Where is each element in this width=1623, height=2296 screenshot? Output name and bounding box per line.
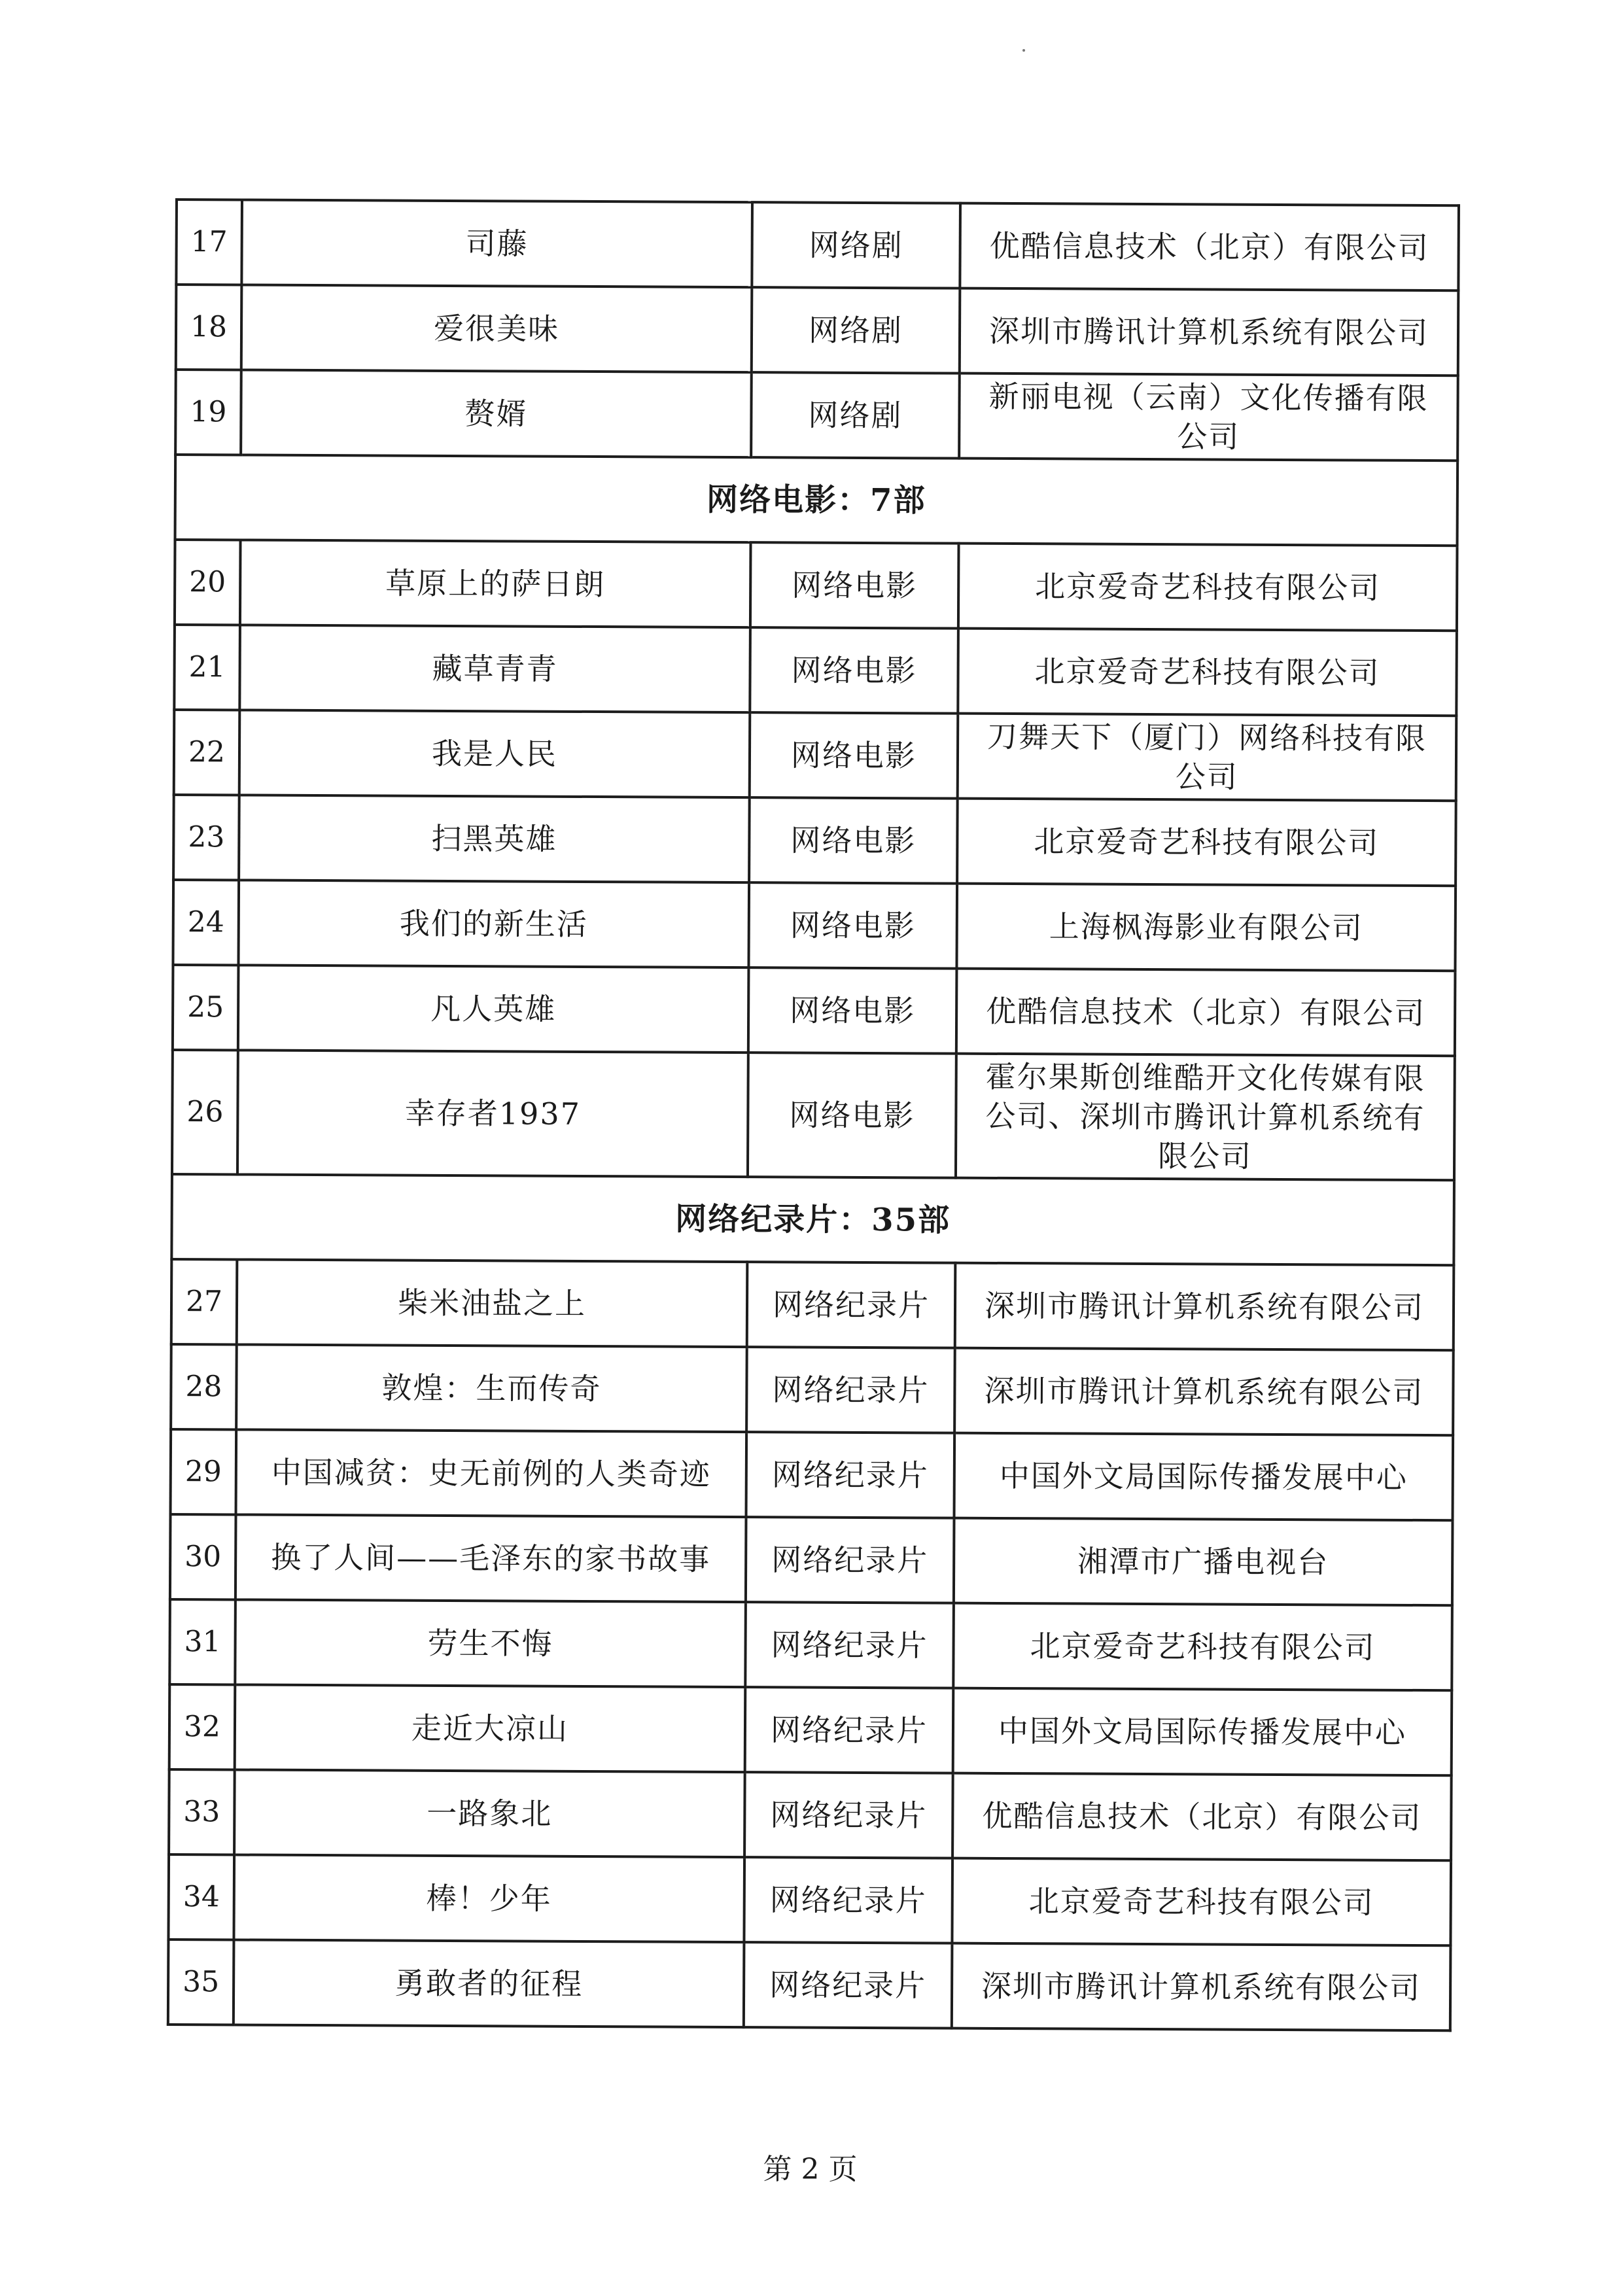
- table-row: [176, 285, 1459, 375]
- cell-category: 网络电影: [750, 542, 959, 628]
- cell-company: 新丽电视（云南）文化传播有限公司: [959, 374, 1458, 461]
- cell-number: 21: [174, 625, 240, 710]
- table-row: [175, 540, 1457, 631]
- cell-category: 网络电影: [748, 882, 957, 968]
- cell-title: 赘婿: [241, 370, 752, 457]
- cell-title: 爱很美味: [241, 285, 752, 372]
- cell-company: 深圳市腾讯计算机系统有限公司: [952, 1943, 1451, 2031]
- cell-category: 网络纪录片: [746, 1432, 955, 1518]
- cell-category: 网络电影: [748, 967, 957, 1053]
- cell-category: 网络纪录片: [746, 1517, 954, 1603]
- section-header-row: [175, 455, 1458, 546]
- table-row: [171, 1429, 1454, 1520]
- cell-title: 走近大凉山: [235, 1684, 746, 1772]
- cell-company: 北京爱奇艺科技有限公司: [958, 544, 1457, 631]
- cell-number: 32: [169, 1684, 236, 1769]
- table-row: [169, 1769, 1452, 1860]
- cell-category: 网络电影: [750, 712, 958, 798]
- cell-category: 网络纪录片: [747, 1262, 956, 1348]
- cell-title: 扫黑英雄: [239, 795, 750, 882]
- cell-company: 湘潭市广播电视台: [954, 1518, 1453, 1606]
- scan-speck: [1022, 49, 1025, 52]
- cell-number: 17: [176, 200, 242, 285]
- section-header-row: [171, 1174, 1454, 1265]
- cell-title: 中国减贫：史无前例的人类奇迹: [236, 1429, 747, 1517]
- table-row: [174, 625, 1457, 716]
- cell-number: 35: [168, 1939, 234, 2025]
- cell-category: 网络纪录片: [744, 1772, 953, 1858]
- cell-number: 29: [171, 1429, 237, 1514]
- cell-number: 34: [168, 1854, 234, 1939]
- cell-number: 26: [172, 1050, 238, 1174]
- cell-number: 25: [173, 965, 239, 1050]
- table-row: [175, 370, 1458, 461]
- cell-number: 19: [175, 370, 241, 455]
- cell-company: 北京爱奇艺科技有限公司: [953, 1603, 1452, 1691]
- cell-number: 22: [174, 710, 240, 795]
- cell-company: 深圳市腾讯计算机系统有限公司: [960, 288, 1459, 376]
- cell-company: 优酷信息技术（北京）有限公司: [952, 1773, 1452, 1861]
- cell-title: 凡人英雄: [238, 965, 749, 1052]
- cell-number: 20: [175, 540, 241, 625]
- cell-title: 勇敢者的征程: [234, 1939, 744, 2027]
- cell-category: 网络纪录片: [745, 1687, 954, 1773]
- cell-category: 网络剧: [751, 372, 960, 458]
- table-row: [171, 1344, 1454, 1435]
- cell-title: 棒！少年: [234, 1854, 744, 1942]
- cell-title: 幸存者1937: [237, 1050, 748, 1177]
- cell-number: 28: [171, 1344, 237, 1429]
- cell-number: 31: [169, 1599, 236, 1684]
- cell-number: 24: [173, 880, 239, 965]
- table-row: [169, 1684, 1452, 1775]
- cell-company: 北京爱奇艺科技有限公司: [952, 1858, 1451, 1946]
- cell-title: 我是人民: [239, 710, 750, 797]
- table-row: [170, 1514, 1453, 1605]
- table-row: [173, 965, 1456, 1056]
- cell-title: 草原上的萨日朗: [240, 540, 751, 627]
- footer-prefix: 第: [763, 2153, 795, 2186]
- page-footer: [0, 2146, 1623, 2187]
- cell-number: 18: [176, 285, 242, 370]
- cell-category: 网络纪录片: [745, 1602, 954, 1688]
- cell-title: 敦煌：生而传奇: [236, 1344, 747, 1432]
- cell-company: 深圳市腾讯计算机系统有限公司: [955, 1263, 1454, 1351]
- cell-category: 网络电影: [748, 1052, 956, 1177]
- cell-category: 网络电影: [750, 627, 958, 713]
- cell-company: 中国外文局国际传播发展中心: [954, 1433, 1454, 1521]
- cell-title: 司藤: [241, 200, 752, 287]
- section-header: 网络纪录片：35部: [171, 1174, 1454, 1265]
- cell-company: 上海枫海影业有限公司: [956, 884, 1456, 971]
- section-header: 网络电影：7部: [175, 455, 1458, 546]
- cell-company: 深圳市腾讯计算机系统有限公司: [954, 1348, 1454, 1436]
- table-row: [168, 1854, 1451, 1945]
- cell-category: 网络纪录片: [744, 1942, 952, 2028]
- cell-category: 网络电影: [749, 797, 958, 883]
- program-list-table: [167, 198, 1460, 2032]
- cell-company: 中国外文局国际传播发展中心: [953, 1688, 1452, 1776]
- cell-category: 网络纪录片: [746, 1347, 955, 1433]
- cell-title: 一路象北: [234, 1769, 745, 1857]
- table-row: [169, 1599, 1452, 1690]
- cell-title: 柴米油盐之上: [237, 1259, 748, 1347]
- cell-company: 优酷信息技术（北京）有限公司: [956, 969, 1456, 1056]
- table-row: [172, 1050, 1455, 1180]
- cell-category: 网络剧: [752, 287, 960, 373]
- table-row: [173, 880, 1456, 971]
- cell-title: 劳生不悔: [235, 1599, 746, 1687]
- table-body: [168, 200, 1459, 2030]
- cell-company: 刀舞天下（厦门）网络科技有限公司: [958, 714, 1457, 801]
- cell-title: 我们的新生活: [238, 880, 749, 967]
- cell-number: 33: [169, 1769, 235, 1854]
- cell-title: 换了人间——毛泽东的家书故事: [236, 1514, 746, 1602]
- page-number: 2: [801, 2153, 822, 2186]
- cell-number: 27: [171, 1259, 237, 1344]
- table-row: [176, 200, 1459, 290]
- footer-suffix: 页: [828, 2153, 860, 2186]
- cell-category: 网络剧: [752, 202, 960, 288]
- cell-category: 网络纪录片: [744, 1857, 952, 1943]
- cell-number: 30: [170, 1514, 236, 1599]
- table-row: [173, 795, 1456, 886]
- cell-company: 北京爱奇艺科技有限公司: [957, 799, 1456, 886]
- cell-title: 藏草青青: [239, 625, 750, 712]
- table-row: [168, 1939, 1451, 2030]
- cell-company: 霍尔果斯创维酷开文化传媒有限公司、深圳市腾讯计算机系统有限公司: [956, 1054, 1455, 1181]
- cell-company: 北京爱奇艺科技有限公司: [958, 629, 1457, 716]
- table-row: [171, 1259, 1454, 1350]
- cell-company: 优酷信息技术（北京）有限公司: [960, 203, 1459, 291]
- table-row: [174, 710, 1457, 801]
- cell-number: 23: [173, 795, 239, 880]
